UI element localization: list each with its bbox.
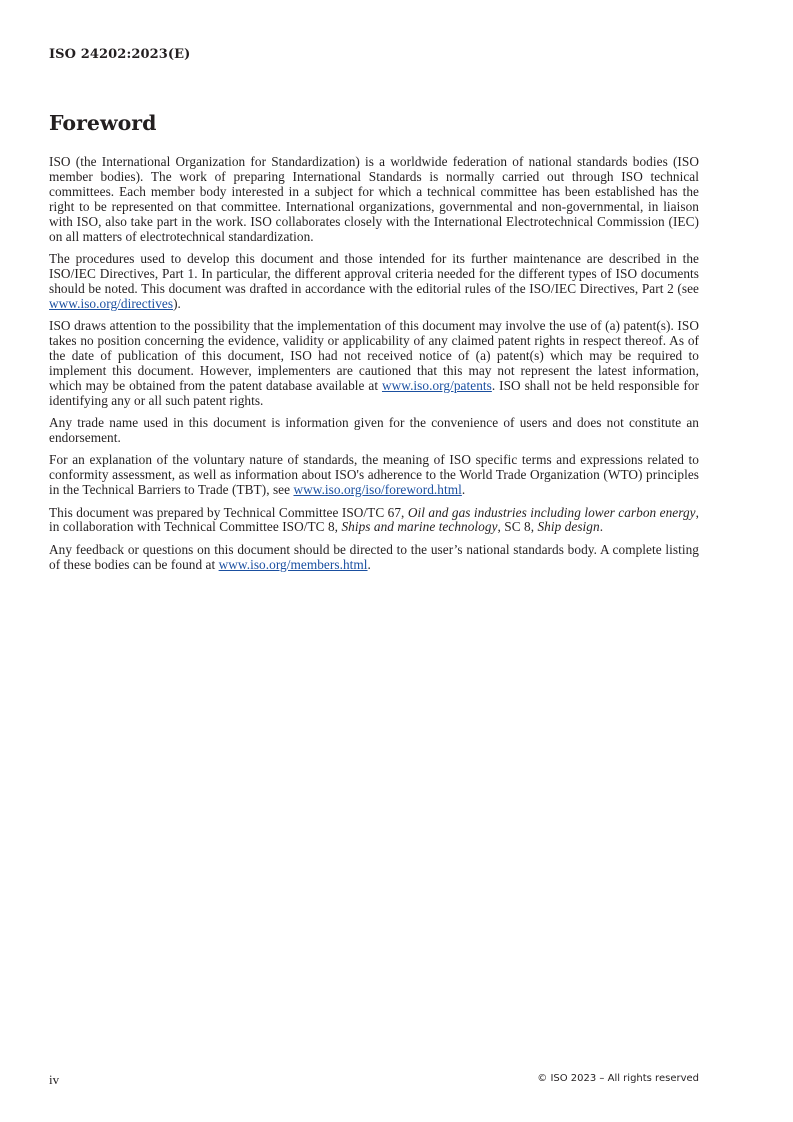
foreword-paragraph <box>49 319 699 408</box>
foreword-paragraph <box>49 506 699 536</box>
web-link[interactable]: www.iso.org/members.html <box>218 556 368 572</box>
paragraph-text: . <box>367 556 371 572</box>
foreword-paragraph <box>49 453 699 498</box>
italic-text: Oil and gas industries including lower carbon energy <box>407 504 696 520</box>
copyright-notice: © ISO 2023 – All rights reserved <box>537 1073 699 1084</box>
foreword-paragraph <box>49 543 699 573</box>
page-title: Foreword <box>49 111 157 135</box>
paragraph-text: The procedures used to develop this document and those intended for its further maintenance are described in the ISO/IEC Directives, Part 1. In particular, the different approval criteria needed for the different types of ISO documents should be noted. This document was drafted in accordance with the editorial rules of the ISO/IEC Directives, Part 2 (see <box>49 250 699 296</box>
foreword-paragraph <box>49 252 699 312</box>
paragraph-text: , in collaboration with Technical Committee ISO/TC 8, <box>49 504 700 535</box>
italic-text: Ships and marine technology <box>341 519 498 535</box>
paragraph-text: Any trade name used in this document is information given for the convenience of users and does not constitute an endorsement. <box>49 415 699 445</box>
italic-text: Ship design <box>537 519 600 535</box>
paragraph-text: ). <box>173 295 181 311</box>
web-link[interactable]: www.iso.org/directives <box>49 295 174 311</box>
paragraph-text: , SC 8, <box>497 519 538 535</box>
page-number: iv <box>49 1072 60 1087</box>
paragraph-text: . ISO shall not be held responsible for identifying any or all such patent rights. <box>49 377 699 408</box>
paragraph-text: Any feedback or questions on this document should be directed to the user’s national standards body. A complete listing of these bodies can be found at <box>49 541 699 572</box>
paragraph-text: For an explanation of the voluntary nature of standards, the meaning of ISO specific terms and expressions related to conformity assessment, as well as information about ISO's adherence to the World Trade Organization (WTO) principles in the Technical Barriers to Trade (TBT), see <box>49 452 699 498</box>
foreword-body <box>49 155 699 580</box>
foreword-paragraph <box>49 155 699 244</box>
paragraph-text: ISO (the International Organization for Standardization) is a worldwide federation of national standards bodies (ISO member bodies). The work of preparing International Standards is normally carried out through ISO technical committees. Each member body interested in a subject for which a technical committee has been established has the right to be represented on that committee. International organizations, governmental and non-governmental, in liaison with ISO, also take part in the work. ISO collaborates closely with the International Electrotechnical Commission (IEC) on all matters of electrotechnical standardization. <box>49 154 699 244</box>
paragraph-text: This document was prepared by Technical Committee ISO/TC 67, <box>49 504 408 520</box>
paragraph-text: . <box>461 482 466 498</box>
web-link[interactable]: www.iso.org/patents <box>381 377 492 393</box>
paragraph-text: ISO draws attention to the possibility that the implementation of this document may involve the use of (a) patent(s). ISO takes no position concerning the evidence, validity or applicability of any claimed patent rights in respect thereof. As of the date of publication of this document, ISO had not received notice of (a) patent(s) which may be required to implement this document. However, implementers are cautioned that this may not represent the latest information, which may be obtained from the patent database available at <box>49 318 699 393</box>
paragraph-text: . <box>599 519 604 535</box>
foreword-paragraph <box>49 416 699 446</box>
web-link[interactable]: www.iso.org/iso/foreword.html <box>293 482 462 498</box>
document-reference: ISO 24202:2023(E) <box>49 47 191 62</box>
